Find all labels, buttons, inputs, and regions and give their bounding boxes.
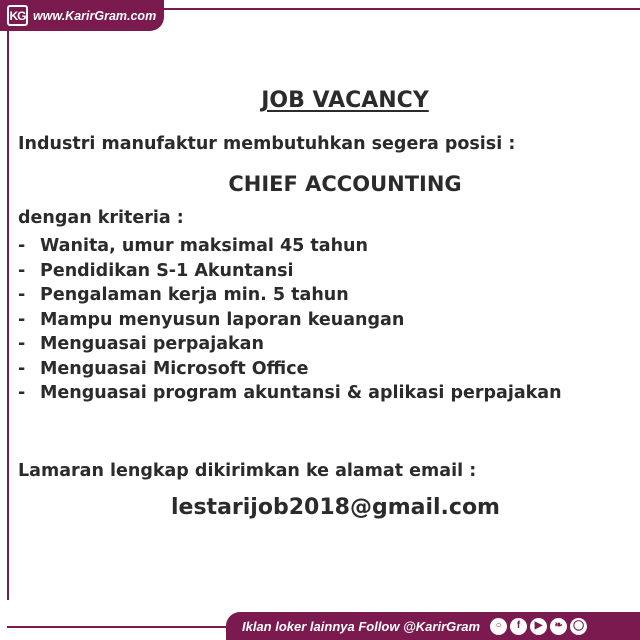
apply-note: Lamaran lengkap dikirimkan ke alamat email : [18, 461, 477, 481]
social-icons [490, 618, 587, 635]
brand-tab [0, 0, 164, 31]
footer-tab [226, 612, 640, 640]
criteria-item [18, 259, 562, 284]
criteria-text: Menguasai perpajakan [40, 334, 264, 354]
criteria-text: Pengalaman kerja min. 5 tahun [40, 285, 349, 305]
criteria-list [18, 234, 562, 406]
criteria-item [18, 234, 562, 259]
facebook-icon[interactable]: f [510, 618, 527, 635]
karirgram-logo-icon [7, 5, 28, 26]
twitter-icon[interactable]: ❧ [550, 618, 567, 635]
criteria-label: dengan kriteria : [18, 208, 184, 228]
position-title: CHIEF ACCOUNTING [228, 172, 462, 196]
bullet-dash: - [18, 236, 26, 256]
border-line-bottom [7, 626, 227, 628]
brand-url[interactable]: www.KarirGram.com [33, 8, 157, 23]
bullet-dash: - [18, 285, 26, 305]
criteria-text: Menguasai program akuntansi & aplikasi perpajakan [40, 383, 562, 403]
job-vacancy-heading: JOB VACANCY [261, 88, 429, 113]
bullet-dash: - [18, 383, 26, 403]
criteria-item [18, 283, 562, 308]
intro-text: Industri manufaktur membutuhkan segera posisi : [18, 134, 516, 154]
criteria-text: Wanita, umur maksimal 45 tahun [40, 236, 368, 256]
border-line-left [7, 31, 9, 600]
border-line-top [164, 8, 640, 10]
youtube-icon[interactable]: ▶ [530, 618, 547, 635]
footer-follow-text: Iklan loker lainnya Follow @KarirGram [242, 618, 481, 634]
criteria-item [18, 308, 562, 333]
bullet-dash: - [18, 334, 26, 354]
logo-text: KG [9, 8, 26, 23]
email-address[interactable]: lestarijob2018@gmail.com [171, 495, 500, 520]
criteria-item [18, 332, 562, 357]
bullet-dash: - [18, 309, 26, 330]
bullet-dash: - [18, 358, 26, 379]
instagram-icon[interactable]: ◯ [570, 618, 587, 635]
criteria-item [18, 357, 562, 382]
criteria-text: Pendidikan S-1 Akuntansi [40, 260, 294, 281]
line-icon[interactable]: ○ [490, 618, 507, 635]
bullet-dash: - [18, 260, 26, 281]
criteria-item [18, 381, 562, 406]
criteria-text: Menguasai Microsoft Office [40, 358, 309, 379]
criteria-text: Mampu menyusun laporan keuangan [40, 309, 405, 330]
